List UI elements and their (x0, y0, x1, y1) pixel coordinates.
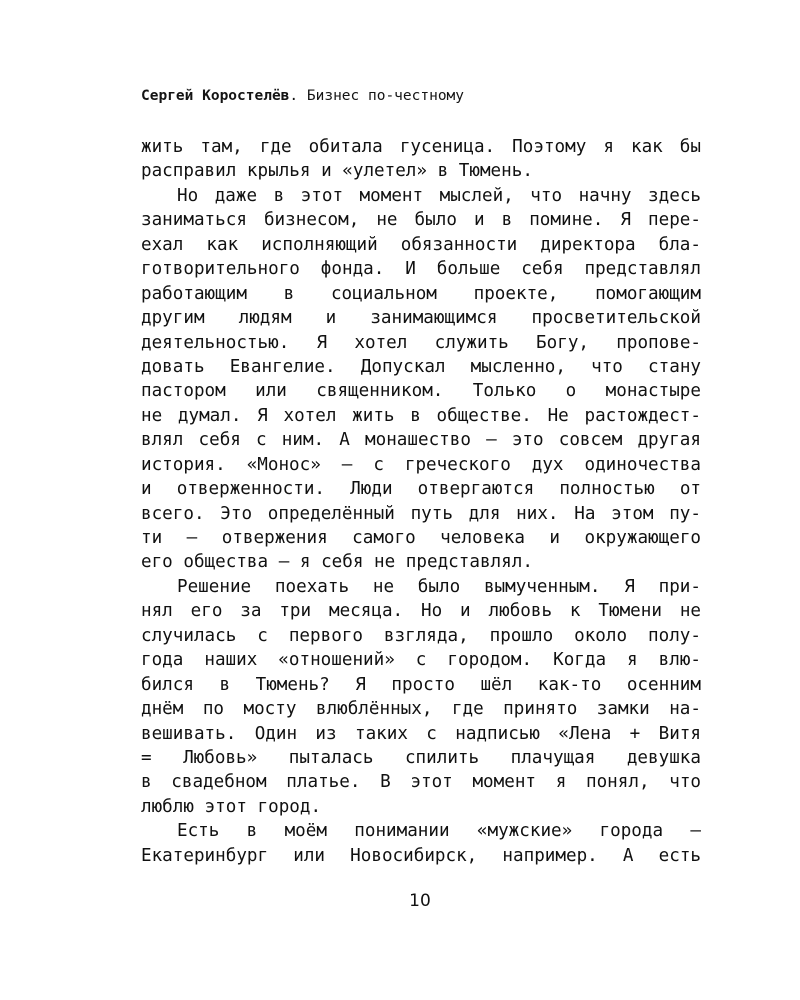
running-head-author: Сергей Коростелёв (141, 88, 290, 104)
text-line: всего. Это определённый путь для них. На этом пу- (141, 503, 701, 524)
running-head-title: Бизнес по-честному (306, 88, 465, 104)
text-line: история. «Монос» — с греческого дух одиночества (141, 454, 701, 475)
text-line: года наших «отношений» с городом. Когда я влю- (141, 650, 701, 671)
text-line: ехал как исполняющий обязанности директора бла- (141, 234, 701, 255)
text-line: пастором или священником. Только о монастыре (141, 381, 701, 402)
text-line: работающим в социальном проекте, помогающим (141, 283, 701, 304)
text-line: в свадебном платье. В этот момент я понял, что (141, 772, 701, 793)
text-line: нял его за три месяца. Но и любовь к Тюмени не (141, 601, 701, 622)
text-line: и отверженности. Люди отвергаются полностью от (141, 479, 701, 500)
text-line: другим людям и занимающимся просветительской (141, 308, 701, 329)
text-line: вешивать. Один из таких с надписью «Лена + Витя (141, 723, 701, 744)
text-line: люблю этот город. (141, 796, 322, 817)
text-line: влял себя с ним. А монашество — это совсем другая (141, 430, 701, 451)
text-line: Екатеринбург или Новосибирск, например. А есть (141, 845, 701, 866)
text-line: жить там, где обитала гусеница. Поэтому я как бы (141, 137, 701, 157)
text-line: не думал. Я хотел жить в обществе. Не растождест- (141, 405, 701, 426)
text-line: днём по мосту влюблённых, где принято замки на- (141, 699, 701, 720)
text-line: заниматься бизнесом, не было и в помине. Я пере- (141, 210, 701, 231)
text-line: его общества — я себя не представлял. (141, 552, 533, 573)
text-line: = Любовь» пыталась спилить плачущая девушка (141, 747, 701, 768)
running-head-separator: . (289, 88, 307, 104)
text-line: довать Евангелие. Допускал мысленно, что стану (141, 356, 701, 377)
page-number: 10 (409, 891, 431, 911)
text-line: деятельностью. Я хотел служить Богу, пропове- (141, 332, 701, 353)
text-line: расправил крылья и «улетел» в Тюмень. (141, 161, 533, 182)
text-line: ти — отвержения самого человека и окружающего (141, 528, 701, 548)
running-head (141, 86, 701, 106)
text-line: Есть в моём понимании «мужские» города — (177, 821, 701, 842)
text-line: случилась с первого взгляда, прошло около полу- (141, 625, 701, 646)
text-line: готворительного фонда. И больше себя представлял (141, 259, 701, 280)
body-text (141, 135, 701, 868)
text-line: Решение поехать не было вымученным. Я при- (177, 576, 701, 597)
text-line: бился в Тюмень? Я просто шёл как-то осенним (141, 674, 701, 695)
text-line: Но даже в этот момент мыслей, что начну здесь (177, 185, 701, 206)
